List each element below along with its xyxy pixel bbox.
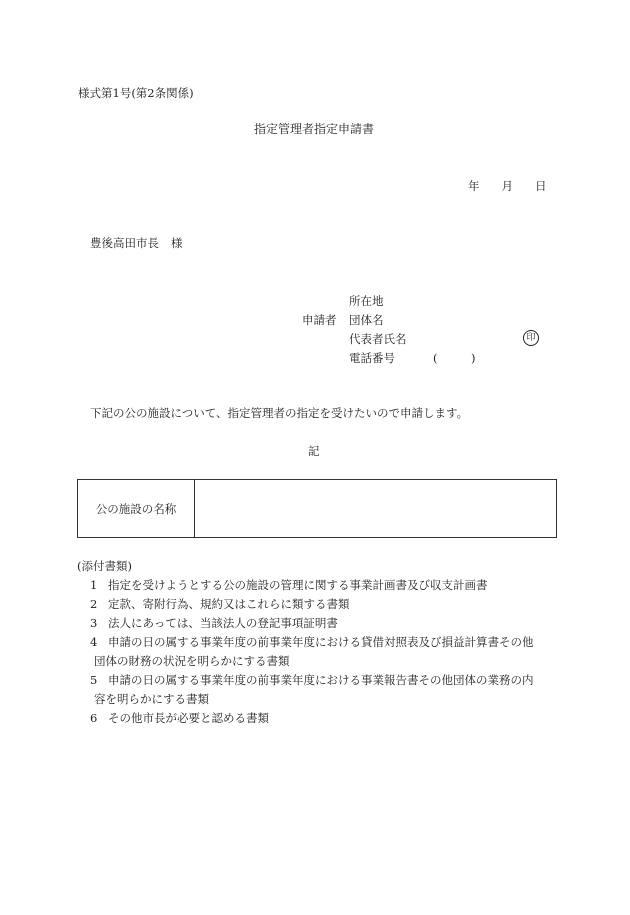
attachment-number: 6 (90, 711, 98, 725)
attachment-item (90, 614, 338, 633)
page-title: 指定管理者指定申請書 (254, 122, 375, 136)
address-label: 所在地 (349, 294, 384, 308)
form-number: 様式第1号(第2条関係) (78, 86, 194, 100)
attachment-text: 申請の日の属する事業年度の前事業年度における貸借対照表及び損益計算書その他 (108, 635, 534, 649)
attachment-text: 申請の日の属する事業年度の前事業年度における事業報告書その他団体の業務の内 (108, 673, 534, 687)
applicant-label: 申請者 (302, 313, 337, 327)
phone-paren-close: ) (471, 351, 476, 365)
attachment-item (90, 709, 269, 728)
facility-name-field[interactable] (195, 480, 557, 538)
attachment-number: 5 (90, 673, 98, 687)
attachment-number: 4 (90, 635, 98, 649)
attachment-item (90, 576, 488, 595)
attachment-text-continued: 容を明らかにする書類 (94, 692, 209, 706)
attachment-text: 法人にあっては、当該法人の登記事項証明書 (108, 616, 338, 630)
seal-mark: 印 (523, 330, 539, 346)
phone-paren-open: ( (433, 351, 438, 365)
attachment-text: その他市長が必要と認める書類 (108, 711, 269, 725)
attachment-item (90, 633, 534, 671)
representative-label: 代表者氏名 (349, 332, 407, 346)
attachments-heading: (添付書類) (77, 559, 132, 573)
attachment-text-continued: 団体の財務の状況を明らかにする書類 (94, 654, 290, 668)
attachment-text: 指定を受けようとする公の施設の管理に関する事業計画書及び収支計画書 (108, 578, 488, 592)
addressee-honorific: 様 (171, 236, 183, 250)
org-name-label: 団体名 (349, 313, 384, 327)
facility-table (77, 479, 557, 538)
phone-label: 電話番号 (349, 351, 395, 365)
date-year-label: 年 (468, 179, 480, 193)
attachment-number: 3 (90, 616, 98, 630)
ki-heading: 記 (308, 444, 320, 458)
addressee-name: 豊後高田市長 (90, 236, 159, 250)
request-statement: 下記の公の施設について、指定管理者の指定を受けたいので申請します。 (90, 406, 469, 420)
attachment-item (90, 671, 534, 709)
date-month-label: 月 (501, 179, 513, 193)
attachment-number: 2 (90, 597, 98, 611)
date-day-label: 日 (535, 179, 547, 193)
attachment-text: 定款、寄附行為、規約又はこれらに類する書類 (108, 597, 350, 611)
date-line (468, 178, 547, 194)
facility-name-label: 公の施設の名称 (78, 480, 195, 538)
attachment-item (90, 595, 350, 614)
addressee (90, 235, 183, 251)
attachment-number: 1 (90, 578, 98, 592)
